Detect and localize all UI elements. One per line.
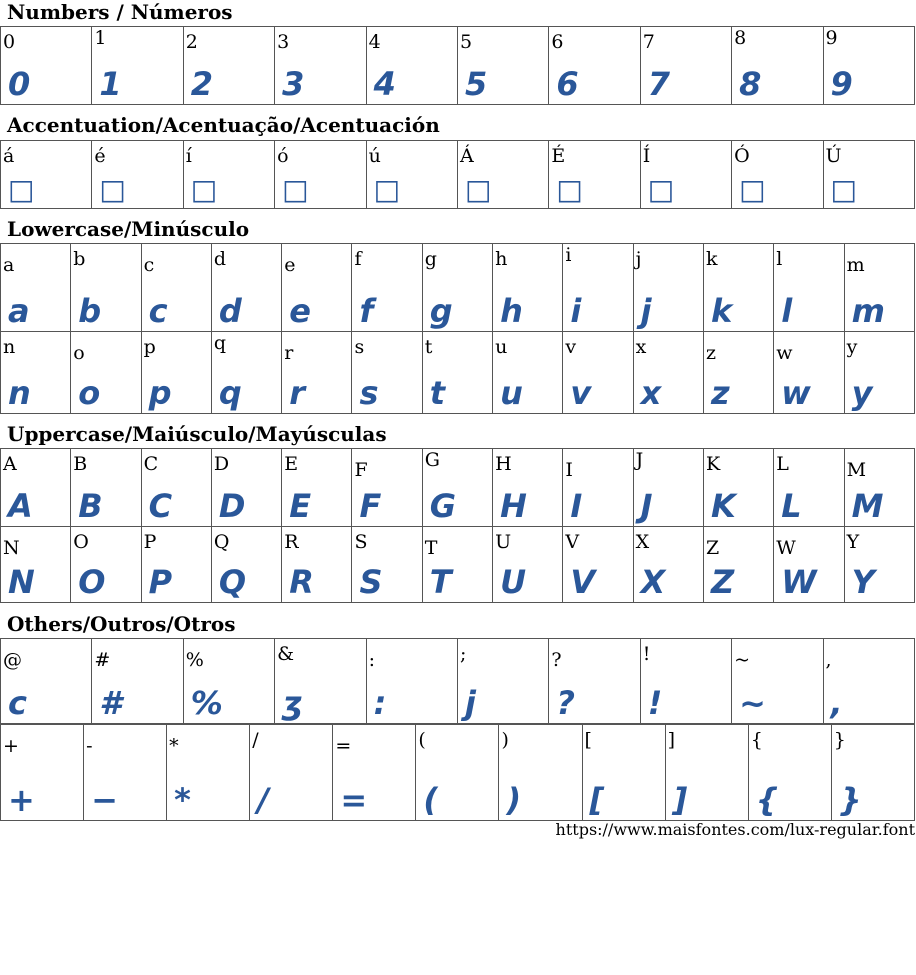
glyph-sample: ? <box>556 684 575 722</box>
glyph-cell-label: W <box>776 537 796 559</box>
glyph-cell <box>141 244 211 332</box>
section-title-accentuation: Accentuation/Acentuação/Acentuación <box>7 113 440 137</box>
glyph-cell <box>366 639 457 724</box>
glyph-cell-label: c <box>143 254 155 276</box>
glyph-sample: 2 <box>190 65 214 103</box>
glyph-cell-label: V <box>565 531 580 553</box>
glyph-cell <box>493 244 563 332</box>
glyph-cell-label: % <box>185 649 204 671</box>
glyph-sample: M <box>851 487 884 525</box>
glyph-sample: c <box>8 684 27 722</box>
glyph-cell-label: é <box>94 145 106 167</box>
glyph-cell <box>633 527 703 603</box>
glyph-cell-label: / <box>252 729 259 751</box>
glyph-cell <box>732 639 823 724</box>
glyph-cell-label: K <box>705 453 721 475</box>
glyph-sample: 1 <box>99 65 122 103</box>
glyph-sample: } <box>838 781 862 819</box>
glyph-sample: 3 <box>282 65 305 103</box>
section-title-lowercase: Lowercase/Minúsculo <box>7 217 250 241</box>
glyph-sample: g <box>429 292 453 330</box>
glyph-cell <box>71 449 141 527</box>
glyph-cell-label: ; <box>459 643 467 665</box>
glyph-sample: L <box>781 487 802 525</box>
glyph-sample: □ <box>739 173 766 206</box>
glyph-cell <box>823 639 914 724</box>
glyph-cell <box>1 449 71 527</box>
section-title-others: Others/Outros/Otros <box>7 612 236 636</box>
glyph-cell-label: z <box>705 342 716 364</box>
glyph-sample: y <box>851 374 873 412</box>
glyph-cell <box>732 141 823 209</box>
glyph-cell-label: E <box>284 453 299 475</box>
glyph-cell <box>275 639 366 724</box>
glyph-cell <box>563 244 633 332</box>
glyph-cell-label: + <box>3 735 19 757</box>
glyph-cell-label: R <box>284 531 299 553</box>
glyph-cell-label: 4 <box>368 31 381 53</box>
glyph-sample: s <box>359 374 379 412</box>
glyph-sample: □ <box>8 173 35 206</box>
glyph-cell-label: 5 <box>459 31 473 53</box>
glyph-cell <box>703 527 773 603</box>
glyph-cell <box>1 141 92 209</box>
glyph-sample: 8 <box>739 65 762 103</box>
glyph-cell-label: ? <box>551 649 562 671</box>
glyph-sample: n <box>8 374 31 412</box>
glyph-cell <box>352 244 422 332</box>
glyph-cell <box>282 449 352 527</box>
glyph-sample: T <box>429 563 452 601</box>
glyph-cell <box>823 141 914 209</box>
glyph-cell <box>250 725 333 821</box>
glyph-cell <box>333 725 416 821</box>
glyph-cell <box>499 725 582 821</box>
glyph-cell-label: ! <box>642 643 651 665</box>
glyph-cell <box>211 527 281 603</box>
glyph-cell-label: ú <box>368 145 381 167</box>
glyph-cell-label: J <box>635 449 644 471</box>
glyph-cell <box>703 332 773 414</box>
glyph-cell <box>640 27 731 105</box>
glyph-cell <box>774 332 844 414</box>
glyph-cell <box>352 527 422 603</box>
glyph-cell <box>823 27 914 105</box>
glyph-sample: 5 <box>464 65 488 103</box>
glyph-sample: + <box>8 781 35 819</box>
glyph-cell-label: v <box>565 336 577 358</box>
glyph-cell-label: s <box>354 336 365 358</box>
glyph-cell-label: 0 <box>3 31 16 53</box>
glyph-cell <box>71 527 141 603</box>
glyph-sample: J <box>640 487 653 525</box>
glyph-sample: U <box>500 563 527 601</box>
glyph-cell <box>774 527 844 603</box>
glyph-cell <box>549 639 640 724</box>
glyph-sample: ( <box>423 781 439 819</box>
glyph-cell <box>211 244 281 332</box>
glyph-sample: □ <box>556 173 583 206</box>
glyph-cell <box>549 141 640 209</box>
glyph-cell-label: ~ <box>734 649 751 671</box>
glyph-cell-label: S <box>354 531 368 553</box>
glyph-cell <box>416 725 499 821</box>
glyph-sample: w <box>781 374 811 412</box>
glyph-sample: 0 <box>8 65 31 103</box>
glyph-cell <box>275 141 366 209</box>
glyph-sample: □ <box>830 173 857 206</box>
glyph-cell-label: - <box>86 735 93 757</box>
glyph-sample: k <box>710 292 733 330</box>
glyph-cell-label: Í <box>642 145 651 167</box>
glyph-cell-label: Á <box>459 145 474 167</box>
glyph-sample: ) <box>506 781 522 819</box>
glyph-sample: m <box>851 292 885 330</box>
glyph-cell <box>563 332 633 414</box>
glyph-cell-label: í <box>185 145 192 167</box>
glyph-cell-label: 3 <box>277 31 290 53</box>
numbers-table <box>0 26 915 105</box>
glyph-sample: R <box>289 563 314 601</box>
glyph-cell-label: o <box>73 342 85 364</box>
glyph-sample: − <box>91 781 118 819</box>
glyph-cell <box>640 141 731 209</box>
glyph-cell-label: A <box>3 453 17 475</box>
glyph-cell <box>844 527 914 603</box>
section-title-numbers: Numbers / Números <box>7 0 233 24</box>
glyph-cell-label: q <box>213 332 227 354</box>
glyph-sample: K <box>710 487 736 525</box>
glyph-sample: □ <box>647 173 675 206</box>
glyph-cell-label: Ú <box>825 145 842 167</box>
glyph-sample: d <box>218 292 242 330</box>
glyph-sample: S <box>359 563 383 601</box>
glyph-sample: □ <box>190 173 218 206</box>
others-table-row-2 <box>0 724 915 821</box>
glyph-cell <box>665 725 748 821</box>
glyph-cell <box>493 449 563 527</box>
glyph-sample: o <box>78 374 101 412</box>
glyph-cell-label: l <box>776 248 783 270</box>
glyph-cell-label: f <box>354 248 362 270</box>
glyph-sample: N <box>8 563 35 601</box>
glyph-cell-label: t <box>424 336 433 358</box>
glyph-cell-label: ( <box>418 729 426 751</box>
glyph-cell <box>275 27 366 105</box>
glyph-cell-label: É <box>551 145 566 167</box>
glyph-cell <box>582 725 665 821</box>
glyph-cell <box>1 332 71 414</box>
glyph-sample: I <box>570 487 583 525</box>
glyph-cell-label: r <box>284 342 294 364</box>
glyph-sample: O <box>78 563 106 601</box>
glyph-cell-label: F <box>354 459 368 481</box>
glyph-cell <box>774 244 844 332</box>
glyph-cell-label: 8 <box>734 27 747 49</box>
glyph-sample: i <box>570 292 582 330</box>
footer-url[interactable]: https://www.maisfontes.com/lux-regular.font <box>555 820 915 839</box>
glyph-cell-label: b <box>73 248 86 270</box>
glyph-cell-label: i <box>565 244 572 266</box>
glyph-cell <box>71 244 141 332</box>
glyph-cell-label: m <box>846 254 865 276</box>
glyph-sample: j <box>640 292 652 330</box>
glyph-cell <box>366 141 457 209</box>
others-table-row-1 <box>0 638 915 724</box>
glyph-cell-label: O <box>73 531 89 553</box>
glyph-cell <box>366 27 457 105</box>
glyph-cell-label: : <box>368 649 375 671</box>
glyph-cell-label: D <box>213 453 230 475</box>
glyph-cell <box>422 527 492 603</box>
glyph-sample: t <box>429 374 446 412</box>
glyph-cell <box>640 639 731 724</box>
glyph-cell-label: } <box>833 729 846 751</box>
glyph-sample: h <box>500 292 523 330</box>
glyph-cell <box>493 332 563 414</box>
glyph-sample: □ <box>282 173 309 206</box>
glyph-cell-label: ] <box>667 729 676 751</box>
glyph-sample: B <box>78 487 103 525</box>
accentuation-table <box>0 140 915 209</box>
glyph-cell <box>422 332 492 414</box>
glyph-cell <box>1 725 84 821</box>
glyph-sample: e <box>289 292 311 330</box>
glyph-cell-label: 9 <box>825 27 838 49</box>
glyph-sample: H <box>500 487 527 525</box>
glyph-cell <box>282 332 352 414</box>
glyph-cell-label: , <box>825 649 832 671</box>
glyph-cell-label: T <box>424 537 438 559</box>
glyph-sample: 4 <box>373 65 396 103</box>
glyph-cell-label: P <box>143 531 157 553</box>
glyph-cell-label: N <box>3 537 20 559</box>
glyph-sample: l <box>781 292 793 330</box>
glyph-cell-label: C <box>143 453 159 475</box>
glyph-cell <box>211 332 281 414</box>
glyph-cell-label: M <box>846 459 867 481</box>
glyph-cell <box>71 332 141 414</box>
glyph-sample: [ <box>589 781 605 819</box>
glyph-cell-label: @ <box>3 649 22 671</box>
glyph-sample: z <box>710 374 730 412</box>
glyph-cell-label: y <box>846 336 858 358</box>
glyph-cell-label: á <box>3 145 15 167</box>
glyph-sample: ~ <box>739 684 766 722</box>
glyph-cell <box>844 449 914 527</box>
glyph-sample: 9 <box>830 65 853 103</box>
glyph-sample: A <box>8 487 33 525</box>
glyph-cell <box>211 449 281 527</box>
glyph-cell-label: Q <box>213 531 230 553</box>
glyph-sample: Q <box>218 563 247 601</box>
glyph-cell-label: e <box>284 254 296 276</box>
glyph-cell <box>1 27 92 105</box>
glyph-cell-label: d <box>213 248 227 270</box>
glyph-sample: ] <box>672 781 688 819</box>
glyph-cell <box>352 332 422 414</box>
glyph-cell <box>457 639 548 724</box>
glyph-sample: = <box>340 781 368 819</box>
glyph-cell <box>167 725 250 821</box>
glyph-cell <box>703 244 773 332</box>
glyph-cell-label: X <box>635 531 650 553</box>
glyph-sample: 6 <box>556 65 579 103</box>
glyph-sample: p <box>148 374 172 412</box>
glyph-sample: b <box>78 292 102 330</box>
glyph-sample: □ <box>373 173 401 206</box>
glyph-cell <box>831 725 914 821</box>
glyph-sample: V <box>570 563 596 601</box>
glyph-cell <box>844 244 914 332</box>
glyph-sample: j <box>464 684 476 722</box>
glyph-cell-label: 6 <box>551 31 564 53</box>
glyph-cell <box>633 244 703 332</box>
glyph-sample: D <box>218 487 246 525</box>
glyph-cell <box>352 449 422 527</box>
glyph-cell-label: ó <box>277 145 289 167</box>
glyph-sample: E <box>289 487 312 525</box>
glyph-cell <box>141 449 211 527</box>
glyph-cell-label: h <box>495 248 508 270</box>
glyph-sample: x <box>640 374 662 412</box>
glyph-cell-label: U <box>495 531 512 553</box>
glyph-sample: ʒ <box>282 684 303 722</box>
glyph-cell-label: = <box>335 735 352 757</box>
glyph-sample: F <box>359 487 382 525</box>
glyph-sample: , <box>830 684 843 722</box>
glyph-cell-label: 7 <box>642 31 655 53</box>
glyph-cell-label: G <box>424 449 440 471</box>
glyph-cell-label: [ <box>584 729 592 751</box>
glyph-cell-label: I <box>565 459 573 481</box>
glyph-cell <box>844 332 914 414</box>
glyph-cell-label: p <box>143 336 156 358</box>
uppercase-table <box>0 448 915 603</box>
glyph-cell <box>422 449 492 527</box>
glyph-cell <box>183 141 274 209</box>
glyph-cell <box>1 527 71 603</box>
glyph-cell-label: k <box>705 248 718 270</box>
glyph-cell <box>183 639 274 724</box>
glyph-sample: ! <box>647 684 663 722</box>
glyph-cell <box>563 527 633 603</box>
glyph-cell <box>1 639 92 724</box>
glyph-cell-label: ) <box>501 729 509 751</box>
glyph-cell-label: B <box>73 453 88 475</box>
glyph-cell <box>774 449 844 527</box>
glyph-cell-label: 1 <box>94 27 107 49</box>
glyph-sample: * <box>174 781 191 819</box>
glyph-cell <box>282 244 352 332</box>
glyph-cell-label: Y <box>846 531 860 553</box>
glyph-cell-label: a <box>3 254 15 276</box>
glyph-cell <box>183 27 274 105</box>
glyph-sample: # <box>99 684 122 722</box>
glyph-cell-label: { <box>750 729 763 751</box>
glyph-cell-label: H <box>495 453 512 475</box>
glyph-sample: % <box>190 684 223 722</box>
glyph-cell-label: w <box>776 342 793 364</box>
glyph-sample: q <box>218 374 242 412</box>
glyph-cell <box>84 725 167 821</box>
glyph-sample: P <box>148 563 173 601</box>
glyph-cell-label: n <box>3 336 16 358</box>
glyph-cell <box>563 449 633 527</box>
glyph-sample: W <box>781 563 817 601</box>
glyph-cell <box>493 527 563 603</box>
glyph-cell-label: Z <box>705 537 720 559</box>
glyph-cell <box>732 27 823 105</box>
glyph-cell <box>282 527 352 603</box>
glyph-sample: { <box>755 781 779 819</box>
glyph-cell <box>92 141 183 209</box>
glyph-cell-label: u <box>495 336 508 358</box>
glyph-cell <box>703 449 773 527</box>
glyph-cell <box>748 725 831 821</box>
glyph-cell <box>633 449 703 527</box>
glyph-sample: : <box>373 684 387 722</box>
glyph-cell <box>549 27 640 105</box>
glyph-sample: Y <box>851 563 875 601</box>
glyph-cell-label: j <box>635 248 642 270</box>
glyph-sample: G <box>429 487 457 525</box>
section-title-uppercase: Uppercase/Maiúsculo/Mayúsculas <box>7 422 387 446</box>
glyph-cell <box>92 639 183 724</box>
glyph-sample: □ <box>464 173 492 206</box>
glyph-cell <box>633 332 703 414</box>
glyph-sample: Z <box>710 563 735 601</box>
glyph-sample: v <box>570 374 592 412</box>
glyph-cell <box>141 332 211 414</box>
glyph-sample: f <box>359 292 374 330</box>
lowercase-table <box>0 243 915 414</box>
glyph-cell-label: x <box>635 336 647 358</box>
glyph-sample: a <box>8 292 30 330</box>
glyph-sample: C <box>148 487 173 525</box>
glyph-sample: r <box>289 374 305 412</box>
glyph-cell-label: # <box>94 649 111 671</box>
glyph-cell <box>141 527 211 603</box>
glyph-cell-label: g <box>424 248 437 270</box>
glyph-cell-label: L <box>776 453 789 475</box>
glyph-sample: X <box>640 563 666 601</box>
glyph-cell <box>457 141 548 209</box>
glyph-sample: c <box>148 292 168 330</box>
glyph-cell <box>422 244 492 332</box>
glyph-cell <box>1 244 71 332</box>
glyph-sample: / <box>257 781 269 819</box>
glyph-cell-label: & <box>277 643 295 665</box>
glyph-sample: 7 <box>647 65 670 103</box>
glyph-cell <box>92 27 183 105</box>
glyph-cell-label: * <box>169 735 179 757</box>
glyph-sample: □ <box>99 173 126 206</box>
glyph-cell-label: Ó <box>734 145 750 167</box>
glyph-sample: u <box>500 374 523 412</box>
glyph-cell <box>457 27 548 105</box>
glyph-cell-label: 2 <box>185 31 198 53</box>
